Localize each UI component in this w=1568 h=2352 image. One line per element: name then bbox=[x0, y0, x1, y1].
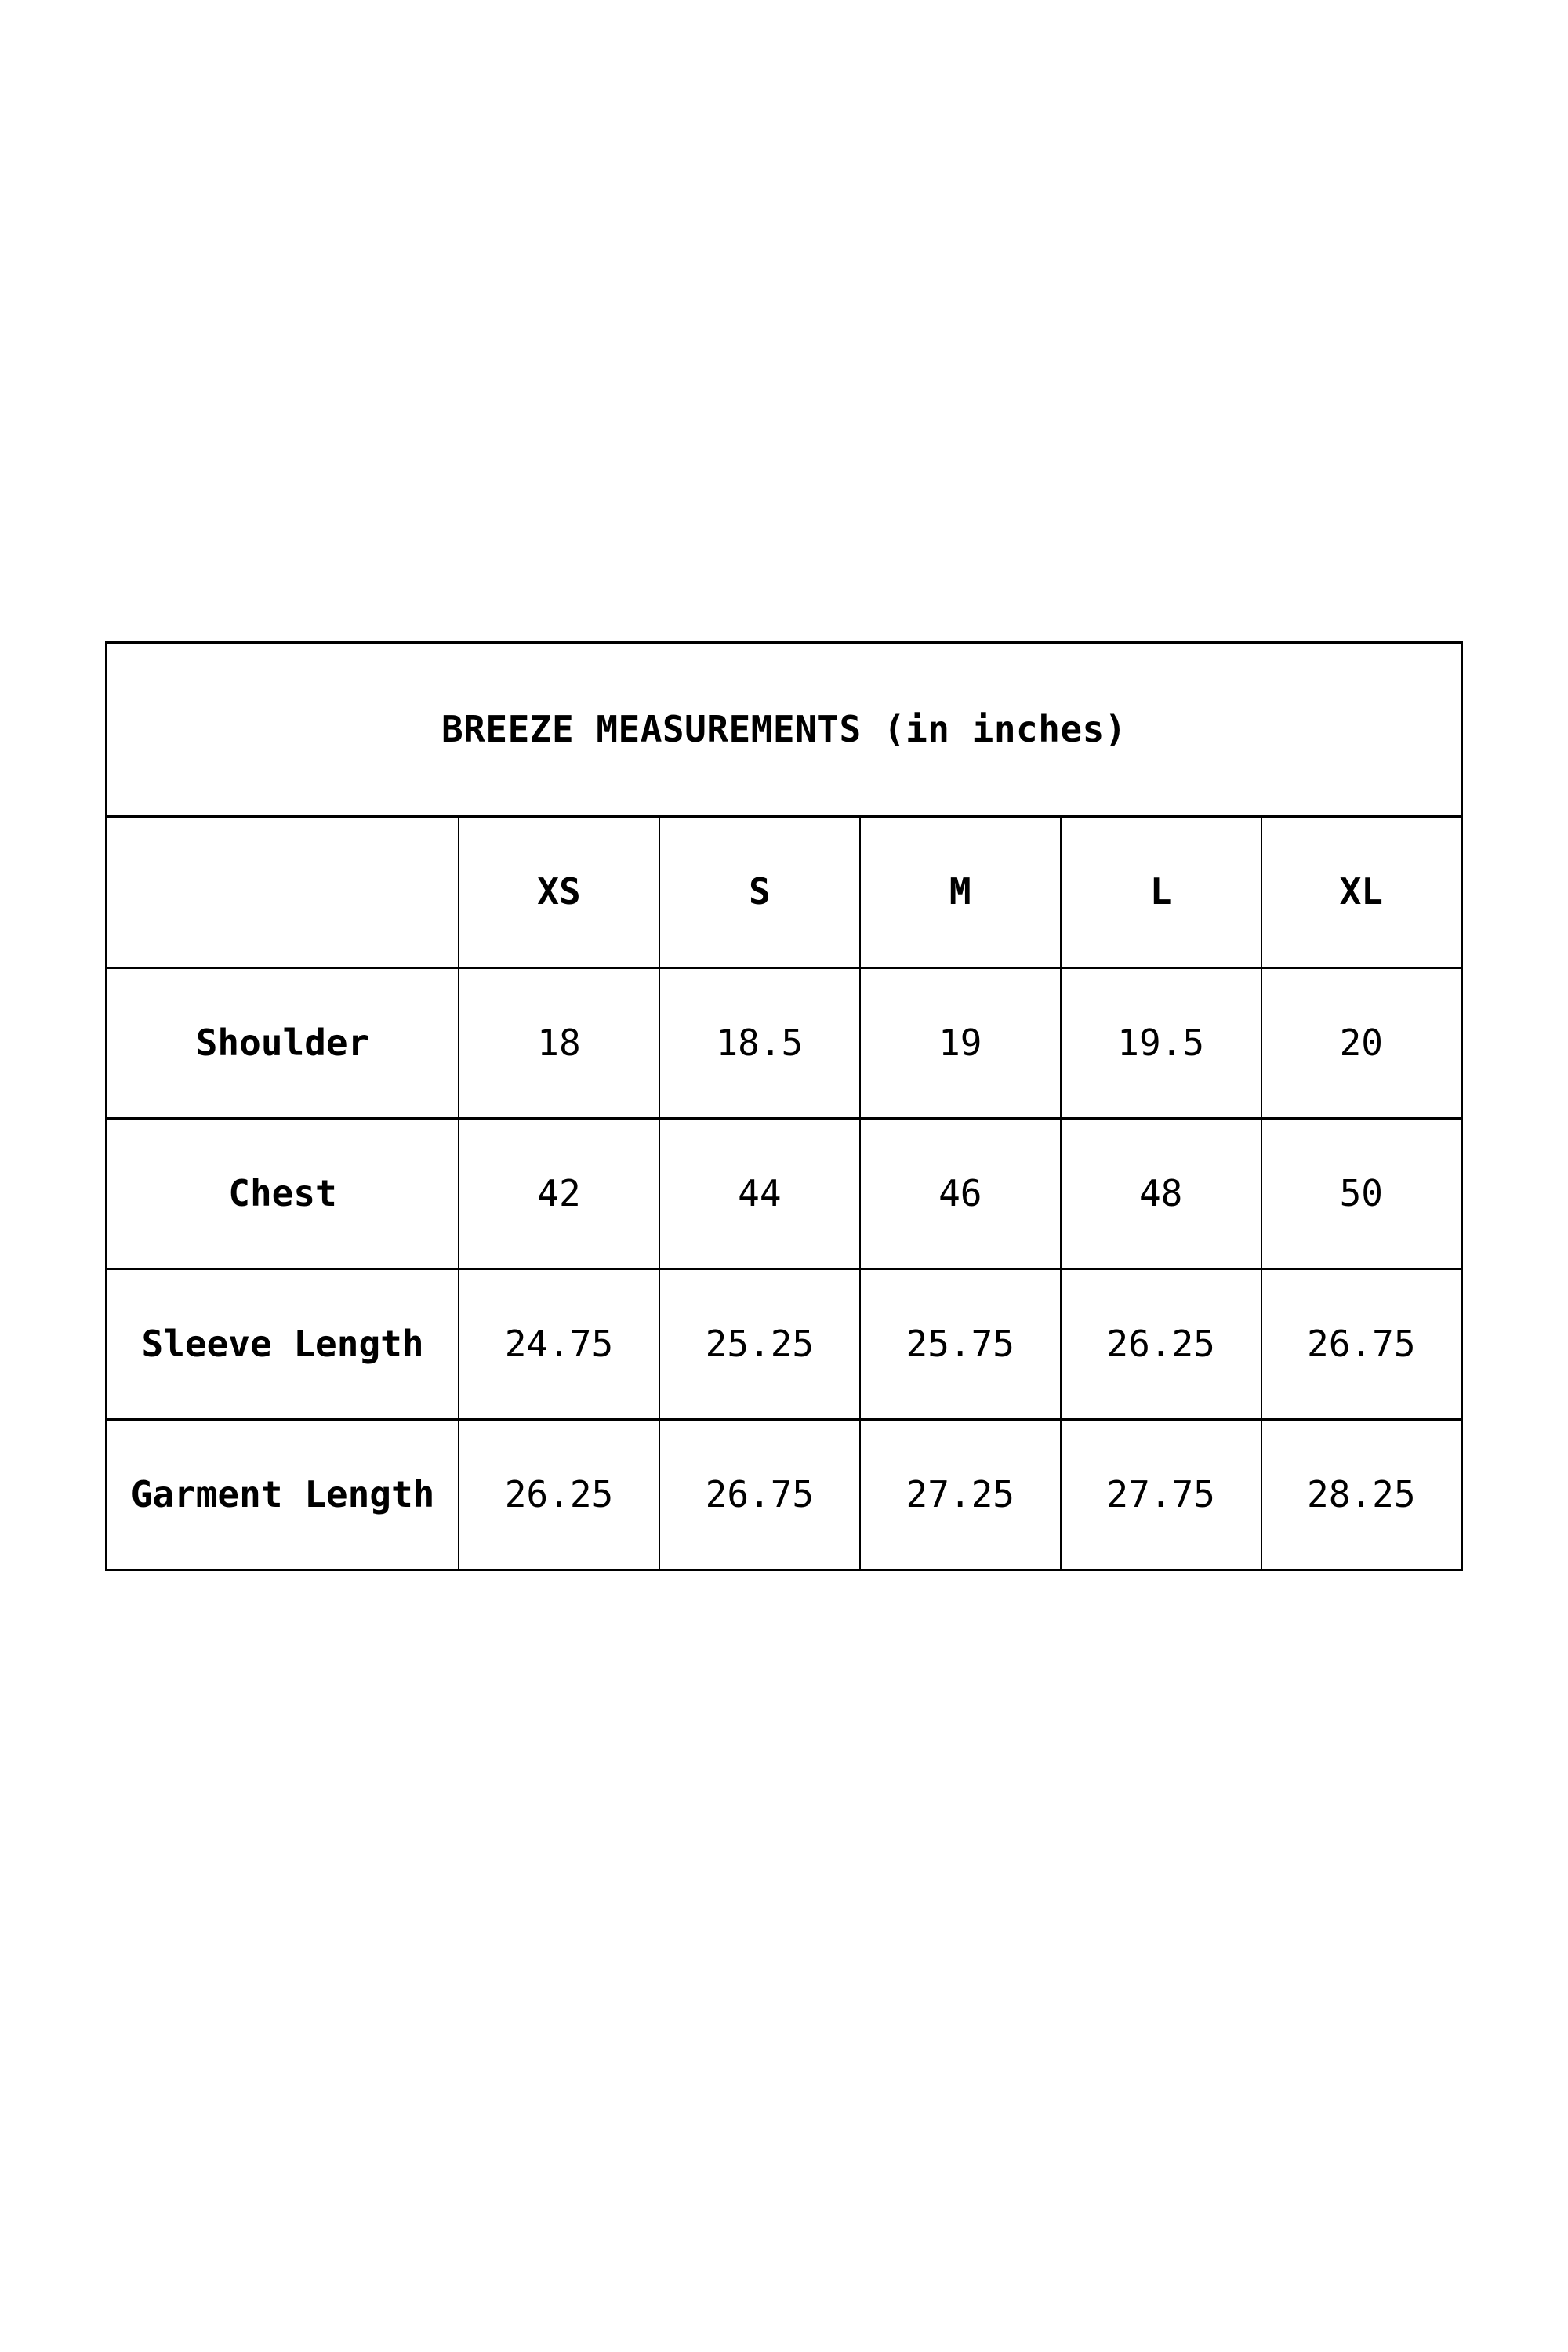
measurement-cell-chest-m: 46 bbox=[860, 1119, 1061, 1269]
measurement-cell-garment-m: 27.25 bbox=[860, 1420, 1061, 1570]
row-label-shoulder: Shoulder bbox=[107, 968, 459, 1119]
measurement-cell-shoulder-s: 18.5 bbox=[659, 968, 860, 1119]
size-chart-table bbox=[105, 641, 1463, 1571]
measurement-cell-chest-l: 48 bbox=[1061, 1119, 1261, 1269]
measurement-cell-garment-s: 26.75 bbox=[659, 1420, 860, 1570]
table-row-shoulder bbox=[107, 968, 1462, 1119]
measurement-cell-sleeve-xs: 24.75 bbox=[459, 1269, 659, 1420]
measurement-cell-chest-xl: 50 bbox=[1261, 1119, 1462, 1269]
measurement-cell-shoulder-l: 19.5 bbox=[1061, 968, 1261, 1119]
size-header-s: S bbox=[659, 817, 860, 968]
measurement-cell-garment-xs: 26.25 bbox=[459, 1420, 659, 1570]
size-header-row bbox=[107, 817, 1462, 968]
measurement-cell-sleeve-l: 26.25 bbox=[1061, 1269, 1261, 1420]
measurement-cell-chest-xs: 42 bbox=[459, 1119, 659, 1269]
measurement-cell-sleeve-m: 25.75 bbox=[860, 1269, 1061, 1420]
corner-empty-cell bbox=[107, 817, 459, 968]
measurement-cell-garment-l: 27.75 bbox=[1061, 1420, 1261, 1570]
measurement-cell-shoulder-m: 19 bbox=[860, 968, 1061, 1119]
row-label-sleeve-length: Sleeve Length bbox=[107, 1269, 459, 1420]
measurement-cell-sleeve-s: 25.25 bbox=[659, 1269, 860, 1420]
chart-title: BREEZE MEASUREMENTS (in inches) bbox=[107, 643, 1462, 817]
measurement-cell-garment-xl: 28.25 bbox=[1261, 1420, 1462, 1570]
row-label-garment-length: Garment Length bbox=[107, 1420, 459, 1570]
measurement-cell-sleeve-xl: 26.75 bbox=[1261, 1269, 1462, 1420]
measurement-cell-shoulder-xl: 20 bbox=[1261, 968, 1462, 1119]
row-label-chest: Chest bbox=[107, 1119, 459, 1269]
size-header-l: L bbox=[1061, 817, 1261, 968]
size-header-xs: XS bbox=[459, 817, 659, 968]
title-row bbox=[107, 643, 1462, 817]
table-row-sleeve-length bbox=[107, 1269, 1462, 1420]
size-header-xl: XL bbox=[1261, 817, 1462, 968]
size-header-m: M bbox=[860, 817, 1061, 968]
table-row-chest bbox=[107, 1119, 1462, 1269]
measurement-cell-chest-s: 44 bbox=[659, 1119, 860, 1269]
table-row-garment-length bbox=[107, 1420, 1462, 1570]
measurement-cell-shoulder-xs: 18 bbox=[459, 968, 659, 1119]
